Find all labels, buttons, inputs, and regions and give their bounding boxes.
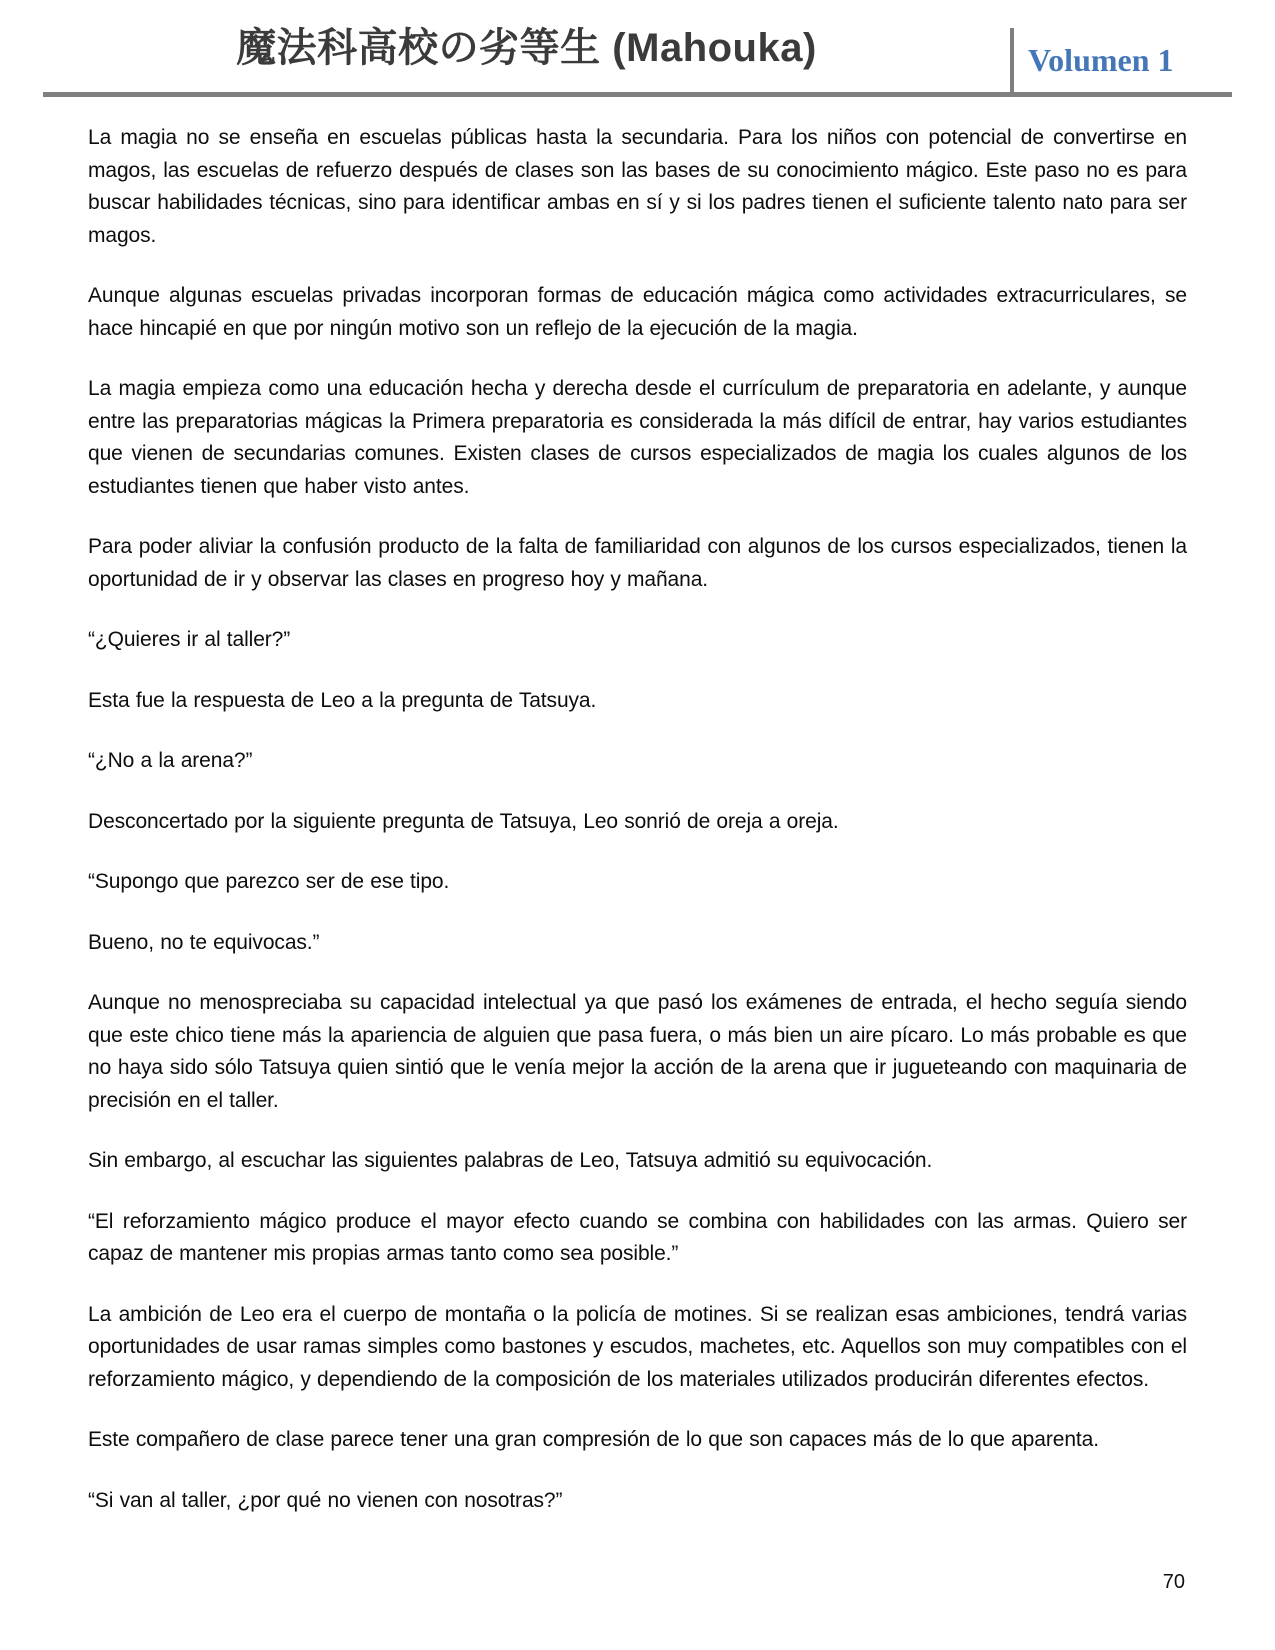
page-body <box>88 97 1187 1517</box>
paragraph: Desconcertado por la siguiente pregunta de Tatsuya, Leo sonrió de oreja a oreja. <box>88 809 839 833</box>
paragraph: Aunque algunas escuelas privadas incorporan formas de educación mágica como actividades extracurriculares, se hace hincapié en que por ningún motivo son un reflejo de la ejecución de la magia. <box>88 284 1187 340</box>
page-header <box>43 0 1232 97</box>
dialogue-line: “¿Quieres ir al taller?” <box>88 628 291 651</box>
book-title-romaji: (Mahouka) <box>600 25 817 70</box>
paragraph: La magia no se enseña en escuelas públicas hasta la secundaria. Para los niños con potencial de convertirse en magos, las escuelas de refuerzo después de clases son las bases de su conocimiento mágico. Este paso no es para buscar habilidades técnicas, sino para identificar ambas en sí y si los padres tienen el suficiente talento nato para ser magos. <box>88 126 1187 247</box>
dialogue-line: “El reforzamiento mágico produce el mayor efecto cuando se combina con habilidades con las armas. Quiero ser capaz de mantener mis propias armas tanto como sea posible.” <box>88 1209 1187 1265</box>
book-title-japanese: 魔法科高校の劣等生 <box>236 24 601 70</box>
paragraph: Este compañero de clase parece tener una gran compresión de lo que son capaces más de lo que aparenta. <box>88 1428 1099 1451</box>
dialogue-line: “Supongo que parezco ser de ese tipo. <box>88 870 450 893</box>
dialogue-line: “Si van al taller, ¿por qué no vienen con nosotras?” <box>88 1488 563 1512</box>
page-footer <box>1163 1571 1185 1594</box>
volume-label-cell <box>1010 28 1232 92</box>
dialogue-line: Bueno, no te equivocas.” <box>88 930 320 954</box>
paragraph: La magia empieza como una educación hecha y derecha desde el currículum de preparatoria en adelante, y aunque entre las preparatorias mágicas la Primera preparatoria es considerada la más difícil de entrar, hay varios estudiantes que vienen de secundarias comunes. Existen clases de cursos especializados de magia los cuales algunos de los estudiantes tienen que haber visto antes. <box>88 377 1187 498</box>
book-title-cell <box>43 0 1010 92</box>
dialogue-line: “¿No a la arena?” <box>88 749 253 772</box>
paragraph: La ambición de Leo era el cuerpo de montaña o la policía de motines. Si se realizan esas ambiciones, tendrá varias oportunidades de usar ramas simples como bastones y escudos, machetes, etc. Aquellos son muy compatibles con el reforzamiento mágico, y dependiendo de la composición de los materiales utilizados producirán diferentes efectos. <box>88 1302 1187 1391</box>
book-title <box>236 16 817 73</box>
page-number: 70 <box>1162 1571 1185 1593</box>
paragraph: Sin embargo, al escuchar las siguientes palabras de Leo, Tatsuya admitió su equivocación. <box>88 1149 933 1172</box>
paragraph: Aunque no menospreciaba su capacidad intelectual ya que pasó los exámenes de entrada, el hecho seguía siendo que este chico tiene más la apariencia de alguien que pasa fuera, o más bien un aire pícaro. Lo más probable es que no haya sido sólo Tatsuya quien sintió que le venía mejor la acción de la arena que ir jugueteando con maquinaria de precisión en el taller. <box>88 991 1187 1112</box>
volume-label: Volumen 1 <box>1028 41 1174 78</box>
paragraph: Esta fue la respuesta de Leo a la pregunta de Tatsuya. <box>88 688 597 712</box>
paragraph: Para poder aliviar la confusión producto de la falta de familiaridad con algunos de los cursos especializados, tienen la oportunidad de ir y observar las clases en progreso hoy y mañana. <box>88 535 1187 591</box>
